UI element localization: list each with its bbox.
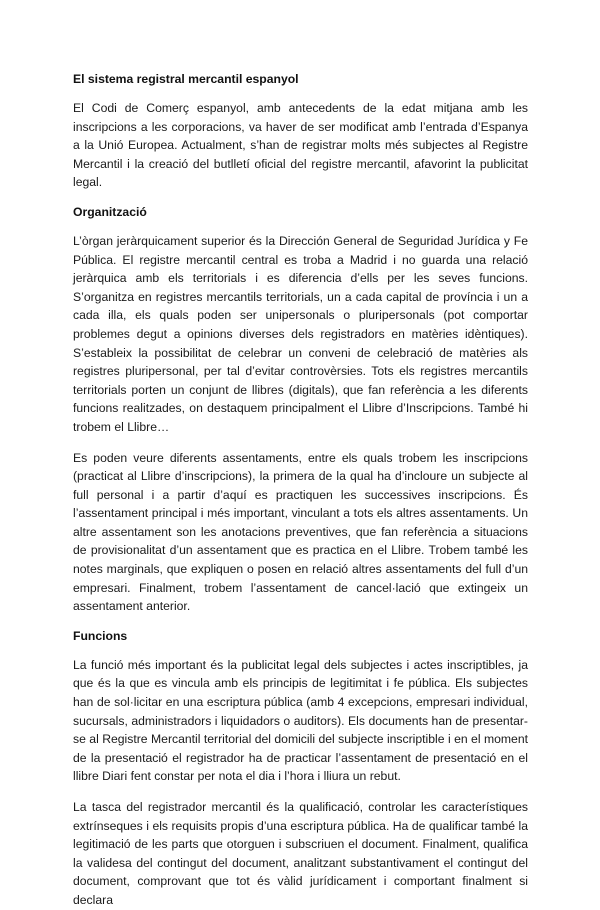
- organitzacio-paragraph-2: Es poden veure diferents assentaments, entre els quals trobem les inscripcions (practicat al Llibre d’inscripcions), la primera de la qual ha d’incloure un subjecte al full personal i a partir d’aquí es practiquen les successives inscripcions. És l’assentament principal i més important, vinculant a tots els altres assentaments. Un altre assentament son les anotacions preventives, que fan referència a situacions de provisionalitat d’un assentament que es practica en el Llibre. Trobem també les notes marginals, que expliquen o posen en relació altres assentaments del full d’un empresari. Finalment, trobem l’assentament de cancel·lació que extingeix un assentament anterior.: [73, 450, 528, 614]
- document-title: El sistema registral mercantil espanyol: [73, 72, 299, 86]
- document-page: [73, 71, 528, 910]
- funcions-paragraph-1: La funció més important és la publicitat legal dels subjectes i actes inscriptibles, ja que és la que es vincula amb els principis de legitimitat i fe pública. Els subjectes han de sol·licitar en una escriptura pública (amb 4 excepcions, empresari individual, sucursals, administradors i liquidadors o auditors). Els documents han de presentar-se al Registre Mercantil territorial del domicili del subjecte inscriptible i en el moment de la presentació el registrador ha de practicar l’assentament de presentació en el llibre Diari fent constar per nota el dia i l’hora i lliura un rebut.: [73, 657, 528, 784]
- intro-paragraph: El Codi de Comerç espanyol, amb antecedents de la edat mitjana amb les inscripcions a les corporacions, va haver de ser modificat amb l’entrada d’Espanya a la Unió Europea. Actualment, s’han de registrar molts més subjectes al Registre Mercantil i la creació del butlletí oficial del registre mercantil, afavorint la publicitat legal.: [73, 101, 528, 190]
- organitzacio-paragraph-1: L’òrgan jeràrquicament superior és la Dirección General de Seguridad Jurídica y Fe Pública. El registre mercantil central es troba a Madrid i no guarda una relació jeràrquica amb els territorials i es diferencia d’ells per les seves funcions. S’organitza en registres mercantils territorials, un a cada capital de província i un a cada illa, els quals poden ser unipersonals o pluripersonals (pot comportar problemes degut a opinions diverses dels registradors en matèries idèntiques). S’estableix la possibilitat de celebrar un conveni de celebració de matèries als registres pluripersonal, per tal d’evitar controvèrsies. Tots els registres mercantils territorials porten un conjunt de llibres (digitals), que fan referència a les diferents funcions realitzades, on destaquem principalment el Llibre d’Inscripcions. També hi trobem el Llibre…: [73, 233, 528, 434]
- funcions-paragraph-2: La tasca del registrador mercantil és la qualificació, controlar les característiques extrínseques i els requisits propis d’una escriptura pública. Ha de qualificar també la legitimació de les parts que otorguen i subscriuen el document. Finalment, qualifica la validesa del contingut del document, analitzant substantivament el contingut del document, comprovant que tot és vàlid jurídicament i comportant finalment si declara: [73, 800, 528, 907]
- section-heading-organitzacio: Organització: [73, 204, 147, 219]
- section-heading-funcions: Funcions: [73, 628, 128, 643]
